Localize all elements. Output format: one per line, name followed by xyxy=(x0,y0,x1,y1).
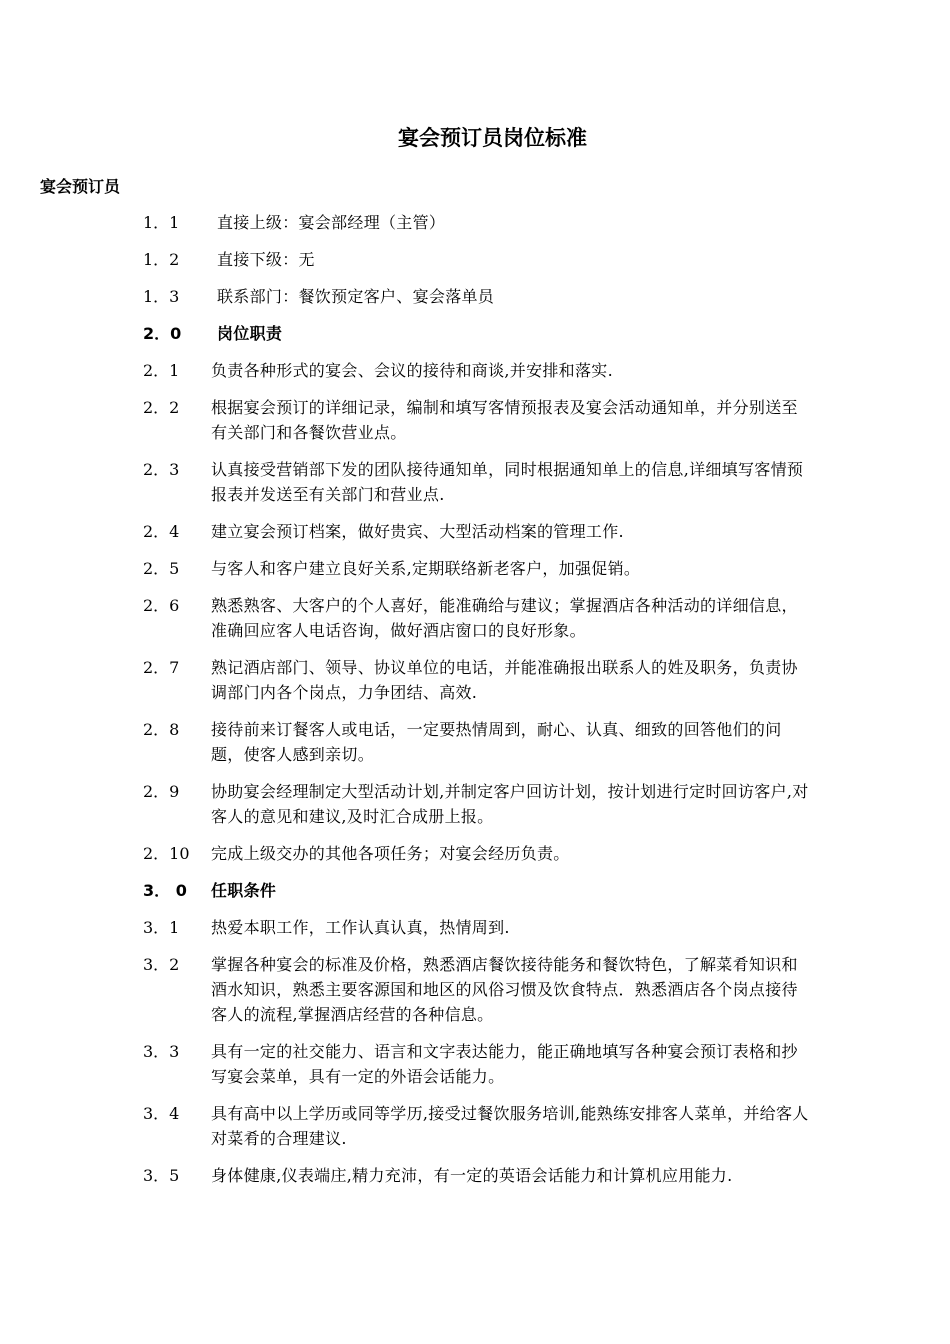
item-number: 3．3 xyxy=(143,1042,180,1061)
list-item xyxy=(143,655,813,705)
item-number: 3．2 xyxy=(143,955,180,974)
item-text: 建立宴会预订档案，做好贵宾、大型活动档案的管理工作. xyxy=(211,522,624,541)
section-title: 任职条件 xyxy=(211,881,277,900)
item-text: 直接上级：宴会部经理（主管） xyxy=(217,213,446,232)
standard-list xyxy=(143,210,813,1200)
list-item xyxy=(143,1101,813,1151)
item-text: 掌握各种宴会的标准及价格，熟悉酒店餐饮接待能务和餐饮特色，了解菜肴知识和酒水知识，熟悉主要客源国和地区的风俗习惯及饮食特点．熟悉酒店各个岗点接待客人的流程,掌握酒店经营的各种信息。 xyxy=(211,955,798,1024)
item-text: 身体健康,仪表端庄,精力充沛，有一定的英语会话能力和计算机应用能力. xyxy=(211,1166,733,1185)
item-text: 接待前来订餐客人或电话，一定要热情周到，耐心、认真、细致的回答他们的问题，使客人感到亲切。 xyxy=(211,720,782,764)
section-heading xyxy=(143,878,813,903)
item-text: 协助宴会经理制定大型活动计划,并制定客户回访计划，按计划进行定时回访客户,对客人的意见和建议,及时汇合成册上报。 xyxy=(211,782,809,826)
item-text: 具有一定的社交能力、语言和文字表达能力，能正确地填写各种宴会预订表格和抄写宴会菜单，具有一定的外语会话能力。 xyxy=(211,1042,798,1086)
item-number: 2．9 xyxy=(143,782,180,801)
item-number: 3．1 xyxy=(143,918,180,937)
list-item xyxy=(143,284,813,309)
item-text: 完成上级交办的其他各项任务；对宴会经历负责。 xyxy=(211,844,570,863)
item-text: 认真接受营销部下发的团队接待通知单，同时根据通知单上的信息,详细填写客情预报表并发送至有关部门和营业点. xyxy=(211,460,804,504)
item-text: 根据宴会预订的详细记录，编制和填写客情预报表及宴会活动通知单，并分别送至有关部门和各餐饮营业点。 xyxy=(211,398,798,442)
item-number: 2．8 xyxy=(143,720,180,739)
item-number: 1．3 xyxy=(143,287,180,306)
role-heading: 宴会预订员 xyxy=(40,177,121,196)
list-item xyxy=(143,210,813,235)
item-number: 1．2 xyxy=(143,250,180,269)
list-item xyxy=(143,779,813,829)
section-heading xyxy=(143,321,813,346)
item-text: 具有高中以上学历或同等学历,接受过餐饮服务培训,能熟练安排客人菜单，并给客人对菜肴的合理建议. xyxy=(211,1104,809,1148)
list-item xyxy=(143,841,813,866)
section-number: 2．0 xyxy=(143,324,182,343)
item-number: 2．4 xyxy=(143,522,180,541)
item-number: 3．5 xyxy=(143,1166,180,1185)
item-number: 2．3 xyxy=(143,460,180,479)
list-item xyxy=(143,247,813,272)
item-text: 熟悉熟客、大客户的个人喜好，能准确给与建议；掌握酒店各种活动的详细信息，准确回应客人电话咨询，做好酒店窗口的良好形象。 xyxy=(211,596,798,640)
list-item xyxy=(143,1039,813,1089)
item-text: 热爱本职工作，工作认真认真，热情周到. xyxy=(211,918,510,937)
item-text: 与客人和客户建立良好关系,定期联络新老客户，加强促销。 xyxy=(211,559,641,578)
list-item xyxy=(143,717,813,767)
section-title: 岗位职责 xyxy=(217,324,283,343)
list-item xyxy=(143,457,813,507)
item-number: 2．1 xyxy=(143,361,180,380)
item-text: 熟记酒店部门、领导、协议单位的电话，并能准确报出联系人的姓及职务，负责协调部门内各个岗点，力争团结、高效. xyxy=(211,658,798,702)
list-item xyxy=(143,593,813,643)
item-number: 1．1 xyxy=(143,213,180,232)
item-number: 2．6 xyxy=(143,596,180,615)
list-item xyxy=(143,915,813,940)
list-item xyxy=(143,395,813,445)
list-item xyxy=(143,358,813,383)
section-number: 3． 0 xyxy=(143,881,187,900)
list-item xyxy=(143,952,813,1027)
list-item xyxy=(143,556,813,581)
item-number: 3．4 xyxy=(143,1104,180,1123)
item-number: 2．10 xyxy=(143,844,190,863)
item-text: 负责各种形式的宴会、会议的接待和商谈,并安排和落实. xyxy=(211,361,613,380)
item-number: 2．7 xyxy=(143,658,180,677)
list-item xyxy=(143,1163,813,1188)
item-text: 直接下级：无 xyxy=(217,250,315,269)
item-number: 2．2 xyxy=(143,398,180,417)
document-title: 宴会预订员岗位标准 xyxy=(398,126,587,150)
item-text: 联系部门：餐饮预定客户、宴会落单员 xyxy=(217,287,495,306)
item-number: 2．5 xyxy=(143,559,180,578)
list-item xyxy=(143,519,813,544)
